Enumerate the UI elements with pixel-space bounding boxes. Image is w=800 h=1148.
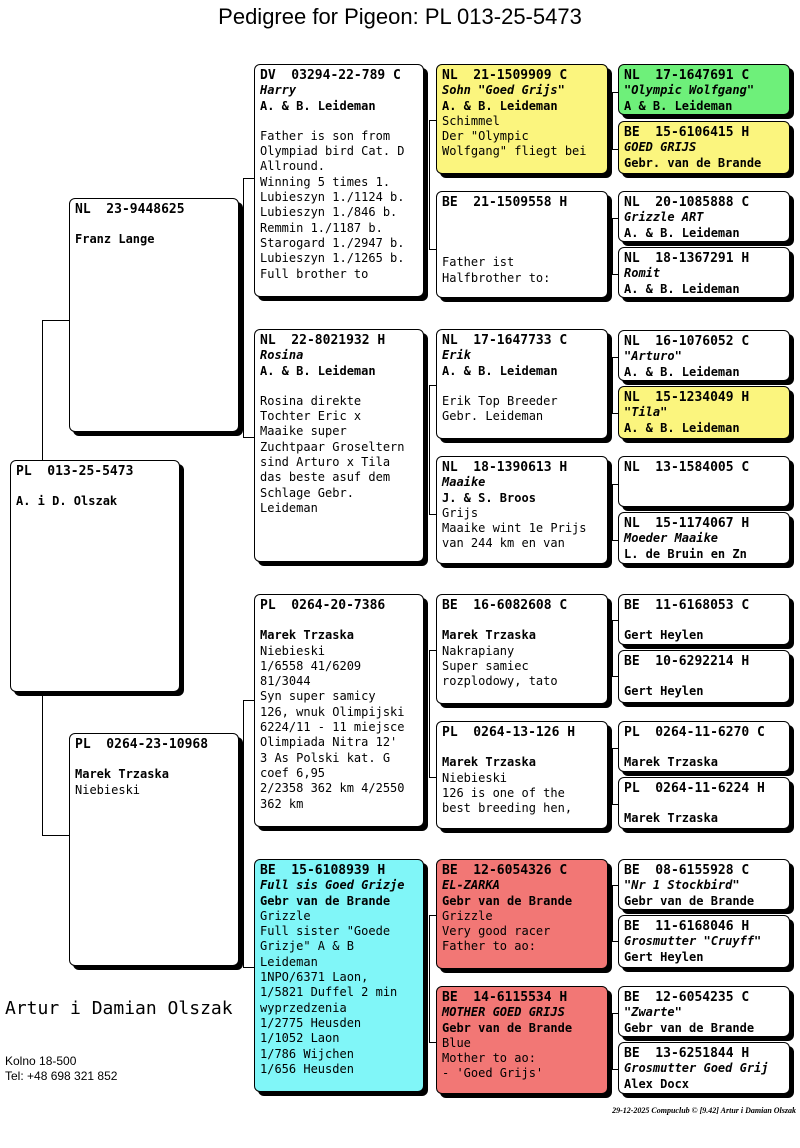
note-line: Father is son from xyxy=(260,128,391,143)
connector-line xyxy=(42,440,43,460)
ring-number: PL 0264-13-126 H xyxy=(442,725,576,740)
pigeon-name: EL-ZARKA xyxy=(442,878,500,893)
spacer xyxy=(624,740,784,755)
pigeon-card-gg12[interactable] xyxy=(618,777,790,829)
note-line: Father to ao: xyxy=(442,939,536,954)
pigeon-card-dss[interactable] xyxy=(436,594,608,704)
pigeon-card-sire[interactable] xyxy=(69,198,239,432)
note-line: 1/656 Heusden xyxy=(260,1061,354,1076)
connector-line xyxy=(429,249,436,250)
ring-number: NL 15-1174067 H xyxy=(624,516,750,531)
ring-number: NL 22-8021932 H xyxy=(260,333,386,348)
pigeon-card-dds[interactable] xyxy=(436,859,608,969)
owner-name: Gebr van de Brande xyxy=(442,893,573,908)
note-line: Gebr. Leideman xyxy=(442,409,544,424)
color-label: Blue xyxy=(442,1035,471,1050)
connector-line xyxy=(612,885,613,942)
owner-name: Marek Trzaska xyxy=(442,755,536,770)
note-line: - 'Goed Grijs' xyxy=(442,1066,544,1081)
ring-number: BE 11-6168053 C xyxy=(624,598,750,613)
pigeon-card-gg8[interactable] xyxy=(618,512,790,564)
spacer xyxy=(260,613,418,628)
note-line: Grizje" A & B xyxy=(260,939,354,954)
owner-name: A. & B. Leideman xyxy=(624,420,740,435)
note-line: 126, wnuk Olimpijski xyxy=(260,704,405,719)
pigeon-card-gg6[interactable] xyxy=(618,386,790,439)
pigeon-name: "Zwarte" xyxy=(624,1005,682,1020)
pigeon-card-dam-dam[interactable] xyxy=(254,859,424,1092)
pigeon-card-gg5[interactable] xyxy=(618,330,790,381)
pigeon-card-gg1[interactable] xyxy=(618,64,790,115)
connector-line xyxy=(612,620,613,677)
ring-number: NL 17-1647733 C xyxy=(442,333,568,348)
pigeon-card-ssd[interactable] xyxy=(436,191,608,298)
ring-number: BE 12-6054235 C xyxy=(624,990,750,1005)
ring-number: BE 08-6155928 C xyxy=(624,863,750,878)
note-line: Maaike wint 1e Prijs xyxy=(442,521,587,536)
owner-name: Marek Trzaska xyxy=(442,628,536,643)
ring-number: NL 20-1085888 C xyxy=(624,195,750,210)
pigeon-card-gg9[interactable] xyxy=(618,594,790,645)
note-line: Allround. xyxy=(260,159,326,174)
owner-name: Alex Docx xyxy=(624,1076,690,1091)
pigeon-name: Maaike xyxy=(442,475,486,490)
pigeon-card-gg2[interactable] xyxy=(618,121,790,174)
ring-number: BE 13-6251844 H xyxy=(624,1046,750,1061)
owner-name: A. & B. Leideman xyxy=(624,225,740,240)
ring-number: BE 12-6054326 C xyxy=(442,863,568,878)
connector-line xyxy=(612,1013,613,1070)
pigeon-card-gg11[interactable] xyxy=(618,721,790,772)
ring-number: NL 18-1367291 H xyxy=(624,251,750,266)
pigeon-name: Romit xyxy=(624,266,661,281)
color-label: Nakrapiany xyxy=(442,643,515,658)
note-line: rozplodowy, tato xyxy=(442,674,558,689)
note-line: 1/2775 Heusden xyxy=(260,1015,362,1030)
connector-line xyxy=(243,178,244,438)
pigeon-card-gg7[interactable] xyxy=(618,456,790,507)
owner-name: A. & B. Leideman xyxy=(260,363,376,378)
ring-number: NL 13-1584005 C xyxy=(624,460,750,475)
page-title: Pedigree for Pigeon: PL 013-25-5473 xyxy=(218,4,582,29)
ring-number: PL 0264-23-10968 xyxy=(75,737,209,752)
owner-name: Gebr van de Brande xyxy=(624,1020,755,1035)
owner-name: J. & S. Broos xyxy=(442,490,536,505)
spacer xyxy=(260,379,418,394)
owner-name: A. & B. Leideman xyxy=(624,364,740,379)
phone-line: Tel: +48 698 321 852 xyxy=(5,1069,118,1083)
note-line: 362 km xyxy=(260,796,304,811)
note-line: 2/2358 362 km 4/2550 xyxy=(260,781,405,796)
pigeon-name: GOED GRIJS xyxy=(624,140,697,155)
pigeon-card-subject[interactable] xyxy=(10,460,180,692)
ring-number: PL 0264-11-6270 C xyxy=(624,725,765,740)
note-line: Lubieszyn 1./846 b. xyxy=(260,205,398,220)
note-line: 1/1052 Laon xyxy=(260,1031,340,1046)
pigeon-name: Grizzle ART xyxy=(624,210,704,225)
connector-line xyxy=(429,1042,436,1043)
note-line: sind Arturo x Tila xyxy=(260,455,391,470)
owner-name: Gebr van de Brande xyxy=(260,893,391,908)
owner-name: Gebr. van de Brande xyxy=(624,155,762,170)
note-line: 1/6558 41/6209 xyxy=(260,658,362,673)
pigeon-name: Full sis Goed Grizje xyxy=(260,878,405,893)
note-line: 81/3044 xyxy=(260,674,311,689)
connector-line xyxy=(429,915,430,1043)
note-line: Full sister "Goede xyxy=(260,924,391,939)
connector-line xyxy=(243,700,244,968)
pigeon-name: "Arturo" xyxy=(624,349,682,364)
owner-name: Franz Lange xyxy=(75,232,155,247)
note-line: 1NPO/6371 Laon, xyxy=(260,970,369,985)
note-line: Father ist xyxy=(442,255,515,270)
note-line: 1/5821 Duffel 2 min xyxy=(260,985,398,1000)
note-line: coef 6,95 xyxy=(260,765,326,780)
note-line: Super samiec xyxy=(442,658,529,673)
note-line: Leideman xyxy=(260,954,318,969)
connector-line xyxy=(612,484,613,541)
pigeon-card-gg15[interactable] xyxy=(618,986,790,1037)
connector-line xyxy=(243,700,254,701)
connector-line xyxy=(243,437,254,438)
connector-line xyxy=(429,514,436,515)
note-line: Rosina direkte xyxy=(260,393,362,408)
note-line: wyprzedzenia xyxy=(260,1000,347,1015)
pigeon-card-sire-dam[interactable] xyxy=(254,329,424,562)
owner-name: L. de Bruin en Zn xyxy=(624,546,747,561)
note-line: das beste asuf dem xyxy=(260,470,391,485)
connector-line xyxy=(429,385,430,515)
pigeon-card-sdd[interactable] xyxy=(436,456,608,564)
note-line: 1/786 Wijchen xyxy=(260,1046,354,1061)
owner-name: Gebr van de Brande xyxy=(442,1020,573,1035)
pigeon-name: Sohn "Goed Grijs" xyxy=(442,83,565,98)
note-line: Erik Top Breeder xyxy=(442,393,558,408)
note-line: Mother to ao: xyxy=(442,1051,536,1066)
owner-name: Marek Trzaska xyxy=(260,628,354,643)
ring-number: BE 15-6108939 H xyxy=(260,863,386,878)
owner-name: A. & B. Leideman xyxy=(260,98,376,113)
color-label: Niebieski xyxy=(442,770,508,785)
pigeon-name: "Olympic Wolfgang" xyxy=(624,83,755,98)
address-line: Kolno 18-500 xyxy=(5,1054,77,1068)
note-line: Lubieszyn 1./1265 b. xyxy=(260,251,405,266)
ring-number: PL 013-25-5473 xyxy=(16,464,134,479)
pigeon-name: "Nr 1 Stockbird" xyxy=(624,878,740,893)
owner-name: A. & B. Leideman xyxy=(442,363,558,378)
note-line: Olympiad bird Cat. D xyxy=(260,144,405,159)
pigeon-card-dam-sire[interactable] xyxy=(254,594,424,827)
breeder-name: Artur i Damian Olszak xyxy=(5,998,233,1019)
connector-line xyxy=(612,748,613,805)
connector-line xyxy=(612,218,613,275)
connector-line xyxy=(612,92,613,150)
pigeon-name: Grosmutter "Cruyff" xyxy=(624,934,762,949)
ring-number: BE 11-6168046 H xyxy=(624,919,750,934)
connector-line xyxy=(243,178,254,179)
note-line: Olimpiada Nitra 12' xyxy=(260,735,398,750)
pigeon-card-gg13[interactable] xyxy=(618,859,790,910)
color-label: Niebieski xyxy=(75,782,141,797)
connector-line xyxy=(429,650,430,778)
footer-print-info: 29-12-2025 Compuclub © [9.42] Artur i Damian Olszak xyxy=(612,1106,796,1115)
spacer xyxy=(624,796,784,811)
connector-line xyxy=(429,120,430,250)
ring-number: BE 10-6292214 H xyxy=(624,654,750,669)
connector-line xyxy=(42,320,70,321)
owner-name: Gert Heylen xyxy=(624,949,704,964)
note-line: Schlage Gebr. xyxy=(260,485,354,500)
spacer xyxy=(260,114,418,129)
connector-line xyxy=(429,650,436,651)
note-line: best breeding hen, xyxy=(442,801,573,816)
pigeon-card-ddd[interactable] xyxy=(436,986,608,1094)
note-line: 126 is one of the xyxy=(442,785,565,800)
pigeon-card-gg3[interactable] xyxy=(618,191,790,242)
ring-number: NL 21-1509909 C xyxy=(442,68,568,83)
ring-number: PL 0264-11-6224 H xyxy=(624,781,765,796)
note-line: Maaike super xyxy=(260,424,347,439)
connector-line xyxy=(42,835,70,836)
color-label: Schimmel xyxy=(442,113,500,128)
pigeon-name: "Tila" xyxy=(624,405,668,420)
spacer xyxy=(75,752,233,767)
pigeon-card-sss[interactable] xyxy=(436,64,608,174)
color-label: Grijs xyxy=(442,505,479,520)
owner-name: A & B. Leideman xyxy=(624,98,733,113)
pigeon-name: Harry xyxy=(260,83,297,98)
connector-line xyxy=(612,357,613,414)
note-line: Der "Olympic xyxy=(442,129,529,144)
color-label: Niebieski xyxy=(260,643,326,658)
ring-number: NL 15-1234049 H xyxy=(624,390,750,405)
owner-name: Gert Heylen xyxy=(624,684,704,699)
pigeon-card-gg14[interactable] xyxy=(618,915,790,968)
pigeon-name: Grosmutter Goed Grij xyxy=(624,1061,769,1076)
ring-number: BE 21-1509558 H xyxy=(442,195,568,210)
color-label: Grizzle xyxy=(442,908,493,923)
pigeon-name: Erik xyxy=(442,348,471,363)
owner-name: A. & B. Leideman xyxy=(442,98,558,113)
owner-name: A. & B. Leideman xyxy=(624,281,740,296)
spacer xyxy=(442,740,602,755)
pigeon-card-sds[interactable] xyxy=(436,329,608,439)
spacer xyxy=(75,217,233,232)
color-label: Grizzle xyxy=(260,908,311,923)
note-line: Starogard 1./2947 b. xyxy=(260,235,405,250)
ring-number: NL 18-1390613 H xyxy=(442,460,568,475)
spacer xyxy=(442,240,602,255)
owner-name: Marek Trzaska xyxy=(75,767,169,782)
pigeon-name: Moeder Maaike xyxy=(624,531,718,546)
note-line: Winning 5 times 1. xyxy=(260,174,391,189)
note-line: Remmin 1./1187 b. xyxy=(260,220,383,235)
note-line: Tochter Eric x xyxy=(260,409,362,424)
spacer xyxy=(624,613,784,628)
note-line: Lubieszyn 1./1124 b. xyxy=(260,190,405,205)
connector-line xyxy=(429,915,436,916)
note-line: Leideman xyxy=(260,500,318,515)
ring-number: NL 17-1647691 C xyxy=(624,68,750,83)
owner-name: Gebr van de Brande xyxy=(624,893,755,908)
ring-number: PL 0264-20-7386 xyxy=(260,598,386,613)
ring-number: BE 15-6106415 H xyxy=(624,125,750,140)
ring-number: DV 03294-22-789 C xyxy=(260,68,401,83)
spacer xyxy=(442,613,602,628)
owner-name: Gert Heylen xyxy=(624,628,704,643)
owner-name: Marek Trzaska xyxy=(624,755,718,770)
ring-number: NL 23-9448625 xyxy=(75,202,185,217)
connector-line xyxy=(243,967,254,968)
pigeon-card-sire-sire[interactable] xyxy=(254,64,424,297)
pigeon-name: MOTHER GOED GRIJS xyxy=(442,1005,565,1020)
note-line: Wolfgang" fliegt bei xyxy=(442,144,587,159)
ring-number: BE 14-6115534 H xyxy=(442,990,568,1005)
connector-line xyxy=(429,777,436,778)
note-line: Syn super samicy xyxy=(260,689,376,704)
spacer xyxy=(442,225,602,240)
pigeon-card-gg16[interactable] xyxy=(618,1042,790,1094)
note-line: Full brother to xyxy=(260,266,369,281)
note-line: Very good racer xyxy=(442,924,551,939)
spacer xyxy=(442,379,602,394)
pigeon-card-gg10[interactable] xyxy=(618,650,790,703)
ring-number: NL 16-1076052 C xyxy=(624,334,750,349)
spacer xyxy=(624,669,784,684)
spacer xyxy=(16,479,174,494)
ring-number: BE 16-6082608 C xyxy=(442,598,568,613)
pigeon-name: Rosina xyxy=(260,348,304,363)
note-line: 3 As Polski kat. G xyxy=(260,750,391,765)
pigeon-card-gg4[interactable] xyxy=(618,247,790,298)
note-line: Halfbrother to: xyxy=(442,270,551,285)
pigeon-card-dsd[interactable] xyxy=(436,721,608,829)
pigeon-card-dam[interactable] xyxy=(69,733,239,966)
breeder-address xyxy=(5,1054,117,1084)
owner-name: Marek Trzaska xyxy=(624,811,718,826)
connector-line xyxy=(429,120,436,121)
connector-line xyxy=(429,385,436,386)
note-line: van 244 km en van xyxy=(442,536,565,551)
note-line: Zuchtpaar Groseltern xyxy=(260,439,405,454)
spacer xyxy=(442,210,602,225)
note-line: 6224/11 - 11 miejsce xyxy=(260,720,405,735)
owner-name: A. i D. Olszak xyxy=(16,494,118,509)
